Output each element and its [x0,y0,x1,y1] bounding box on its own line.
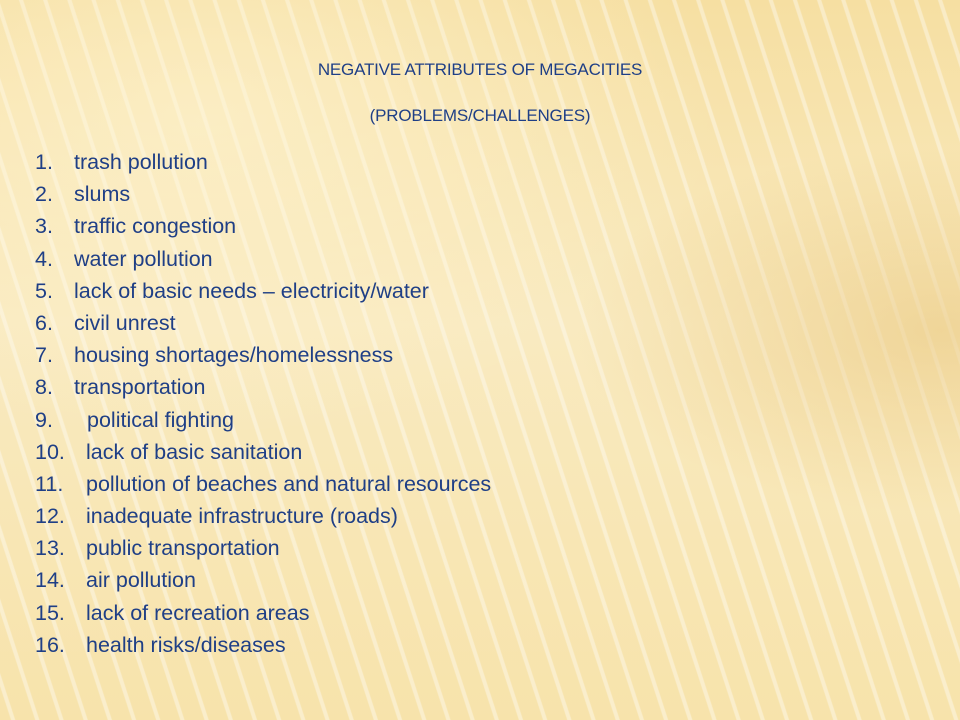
list-item-number: 8. [35,375,53,400]
list-item-text: political fighting [87,407,235,432]
list-item-number: 4. [35,246,53,271]
list-item-number: 13. [35,536,65,561]
list-item-text: pollution of beaches and natural resources [86,471,492,496]
list-item [35,146,491,178]
list-item-number: 6. [35,310,53,335]
list-item-number: 14. [35,568,65,593]
list-item-text: air pollution [86,568,196,593]
list-item [35,210,491,242]
list-item [35,564,491,596]
list-item-number: 10. [35,439,65,464]
list-item-number: 9. [35,407,53,432]
list-item-number: 2. [35,182,53,207]
list-item [35,275,491,307]
list-item [35,339,491,371]
list-item-text: housing shortages/homelessness [74,343,394,368]
list-item-number: 11. [35,471,64,496]
list-item-text: public transportation [86,536,280,561]
list-item [35,243,491,275]
list-item-text: lack of basic sanitation [86,439,303,464]
list-item-text: health risks/diseases [86,632,286,657]
slide-subtitle: (PROBLEMS/CHALLENGES) [369,106,591,125]
list-item-text: lack of basic needs – electricity/water [74,278,429,303]
list-item-text: water pollution [74,246,213,271]
slide-title: NEGATIVE ATTRIBUTES OF MEGACITIES [317,60,643,79]
list-item [35,500,491,532]
problems-list [35,146,491,661]
list-item [35,629,491,661]
list-item-number: 7. [35,343,53,368]
list-item-text: traffic congestion [74,214,237,239]
list-item-text: inadequate infrastructure (roads) [86,504,398,529]
list-item-text: lack of recreation areas [86,600,310,625]
list-item-number: 12. [35,504,65,529]
list-item [35,597,491,629]
list-item [35,307,491,339]
list-item [35,371,491,403]
list-item-number: 5. [35,278,53,303]
list-item [35,178,491,210]
list-item-number: 15. [35,600,65,625]
list-item-number: 3. [35,214,53,239]
list-item [35,532,491,564]
list-item-text: trash pollution [74,150,208,174]
list-item-text: transportation [74,375,206,400]
list-item-number: 1. [35,150,53,174]
list-item [35,404,491,436]
list-item-text: slums [74,182,131,207]
list-item [35,468,491,500]
list-item-number: 16. [35,632,65,657]
list-item [35,436,491,468]
list-item-text: civil unrest [74,310,176,335]
